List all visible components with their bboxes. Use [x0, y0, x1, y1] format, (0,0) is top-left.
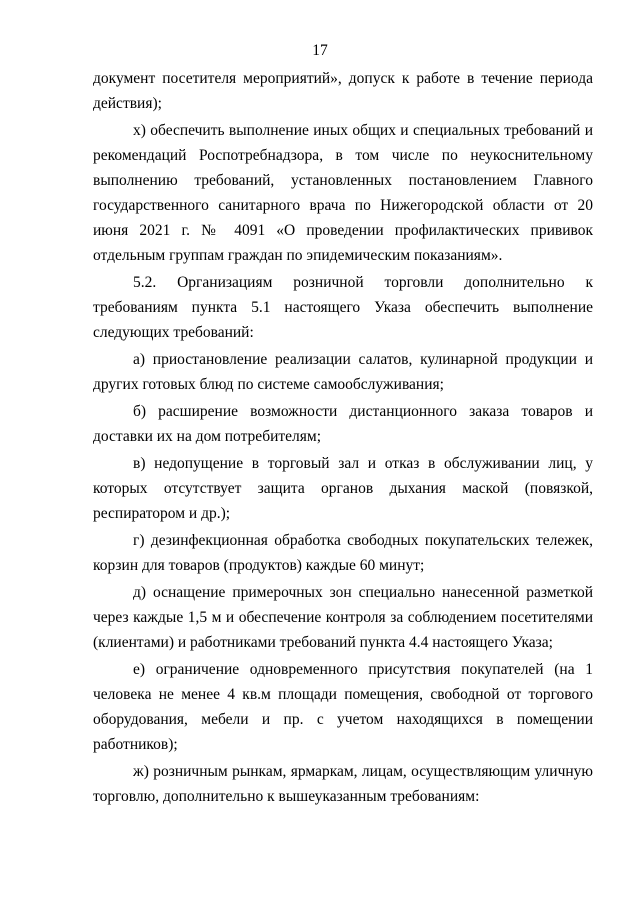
paragraph-section-5-2: 5.2. Организациям розничной торговли дополнительно к требованиям пункта 5.1 настоящего Указа обеспечить выполнение следующих требований:: [93, 274, 593, 341]
paragraph-item-x: х) обеспечить выполнение иных общих и специальных требований и рекомендаций Роспотребнадзора, в том числе по неукоснительному выполнению требований, установленных постановлением Главного государственного санитарного врача по Нижегородской области от 20 июня 2021 г. № 4091 «О проведении профилактических прививок отдельным группам граждан по эпидемическим показаниям».: [93, 122, 593, 264]
paragraph-item-a: а) приостановление реализации салатов, кулинарной продукции и других готовых блюд по системе самообслуживания;: [93, 351, 593, 393]
paragraph-item-e: е) ограничение одновременного присутствия покупателей (на 1 человека не менее 4 кв.м площади помещения, свободной от торгового оборудования, мебели и пр. с учетом находящихся в помещении работников);: [93, 661, 593, 753]
document-body: [93, 66, 593, 809]
paragraph-item-g: г) дезинфекционная обработка свободных покупательских тележек, корзин для товаров (продуктов) каждые 60 минут;: [93, 532, 593, 574]
paragraph-item-b: б) расширение возможности дистанционного заказа товаров и доставки их на дом потребителям;: [93, 403, 593, 445]
paragraph-item-d: д) оснащение примерочных зон специально нанесенной разметкой через каждые 1,5 м и обеспечение контроля за соблюдением посетителями (клиентами) и работниками требований пункта 4.4 настоящего Указа;: [93, 584, 593, 651]
page-number: 17: [312, 42, 328, 59]
paragraph-item-v: в) недопущение в торговый зал и отказ в обслуживании лиц, у которых отсутствует защита органов дыхания маской (повязкой, респиратором и др.);: [93, 455, 593, 522]
paragraph-continuation: документ посетителя мероприятий», допуск к работе в течение периода действия);: [93, 70, 593, 112]
paragraph-item-zh: ж) розничным рынкам, ярмаркам, лицам, осуществляющим уличную торговлю, дополнительно к вышеуказанным требованиям:: [93, 763, 593, 805]
